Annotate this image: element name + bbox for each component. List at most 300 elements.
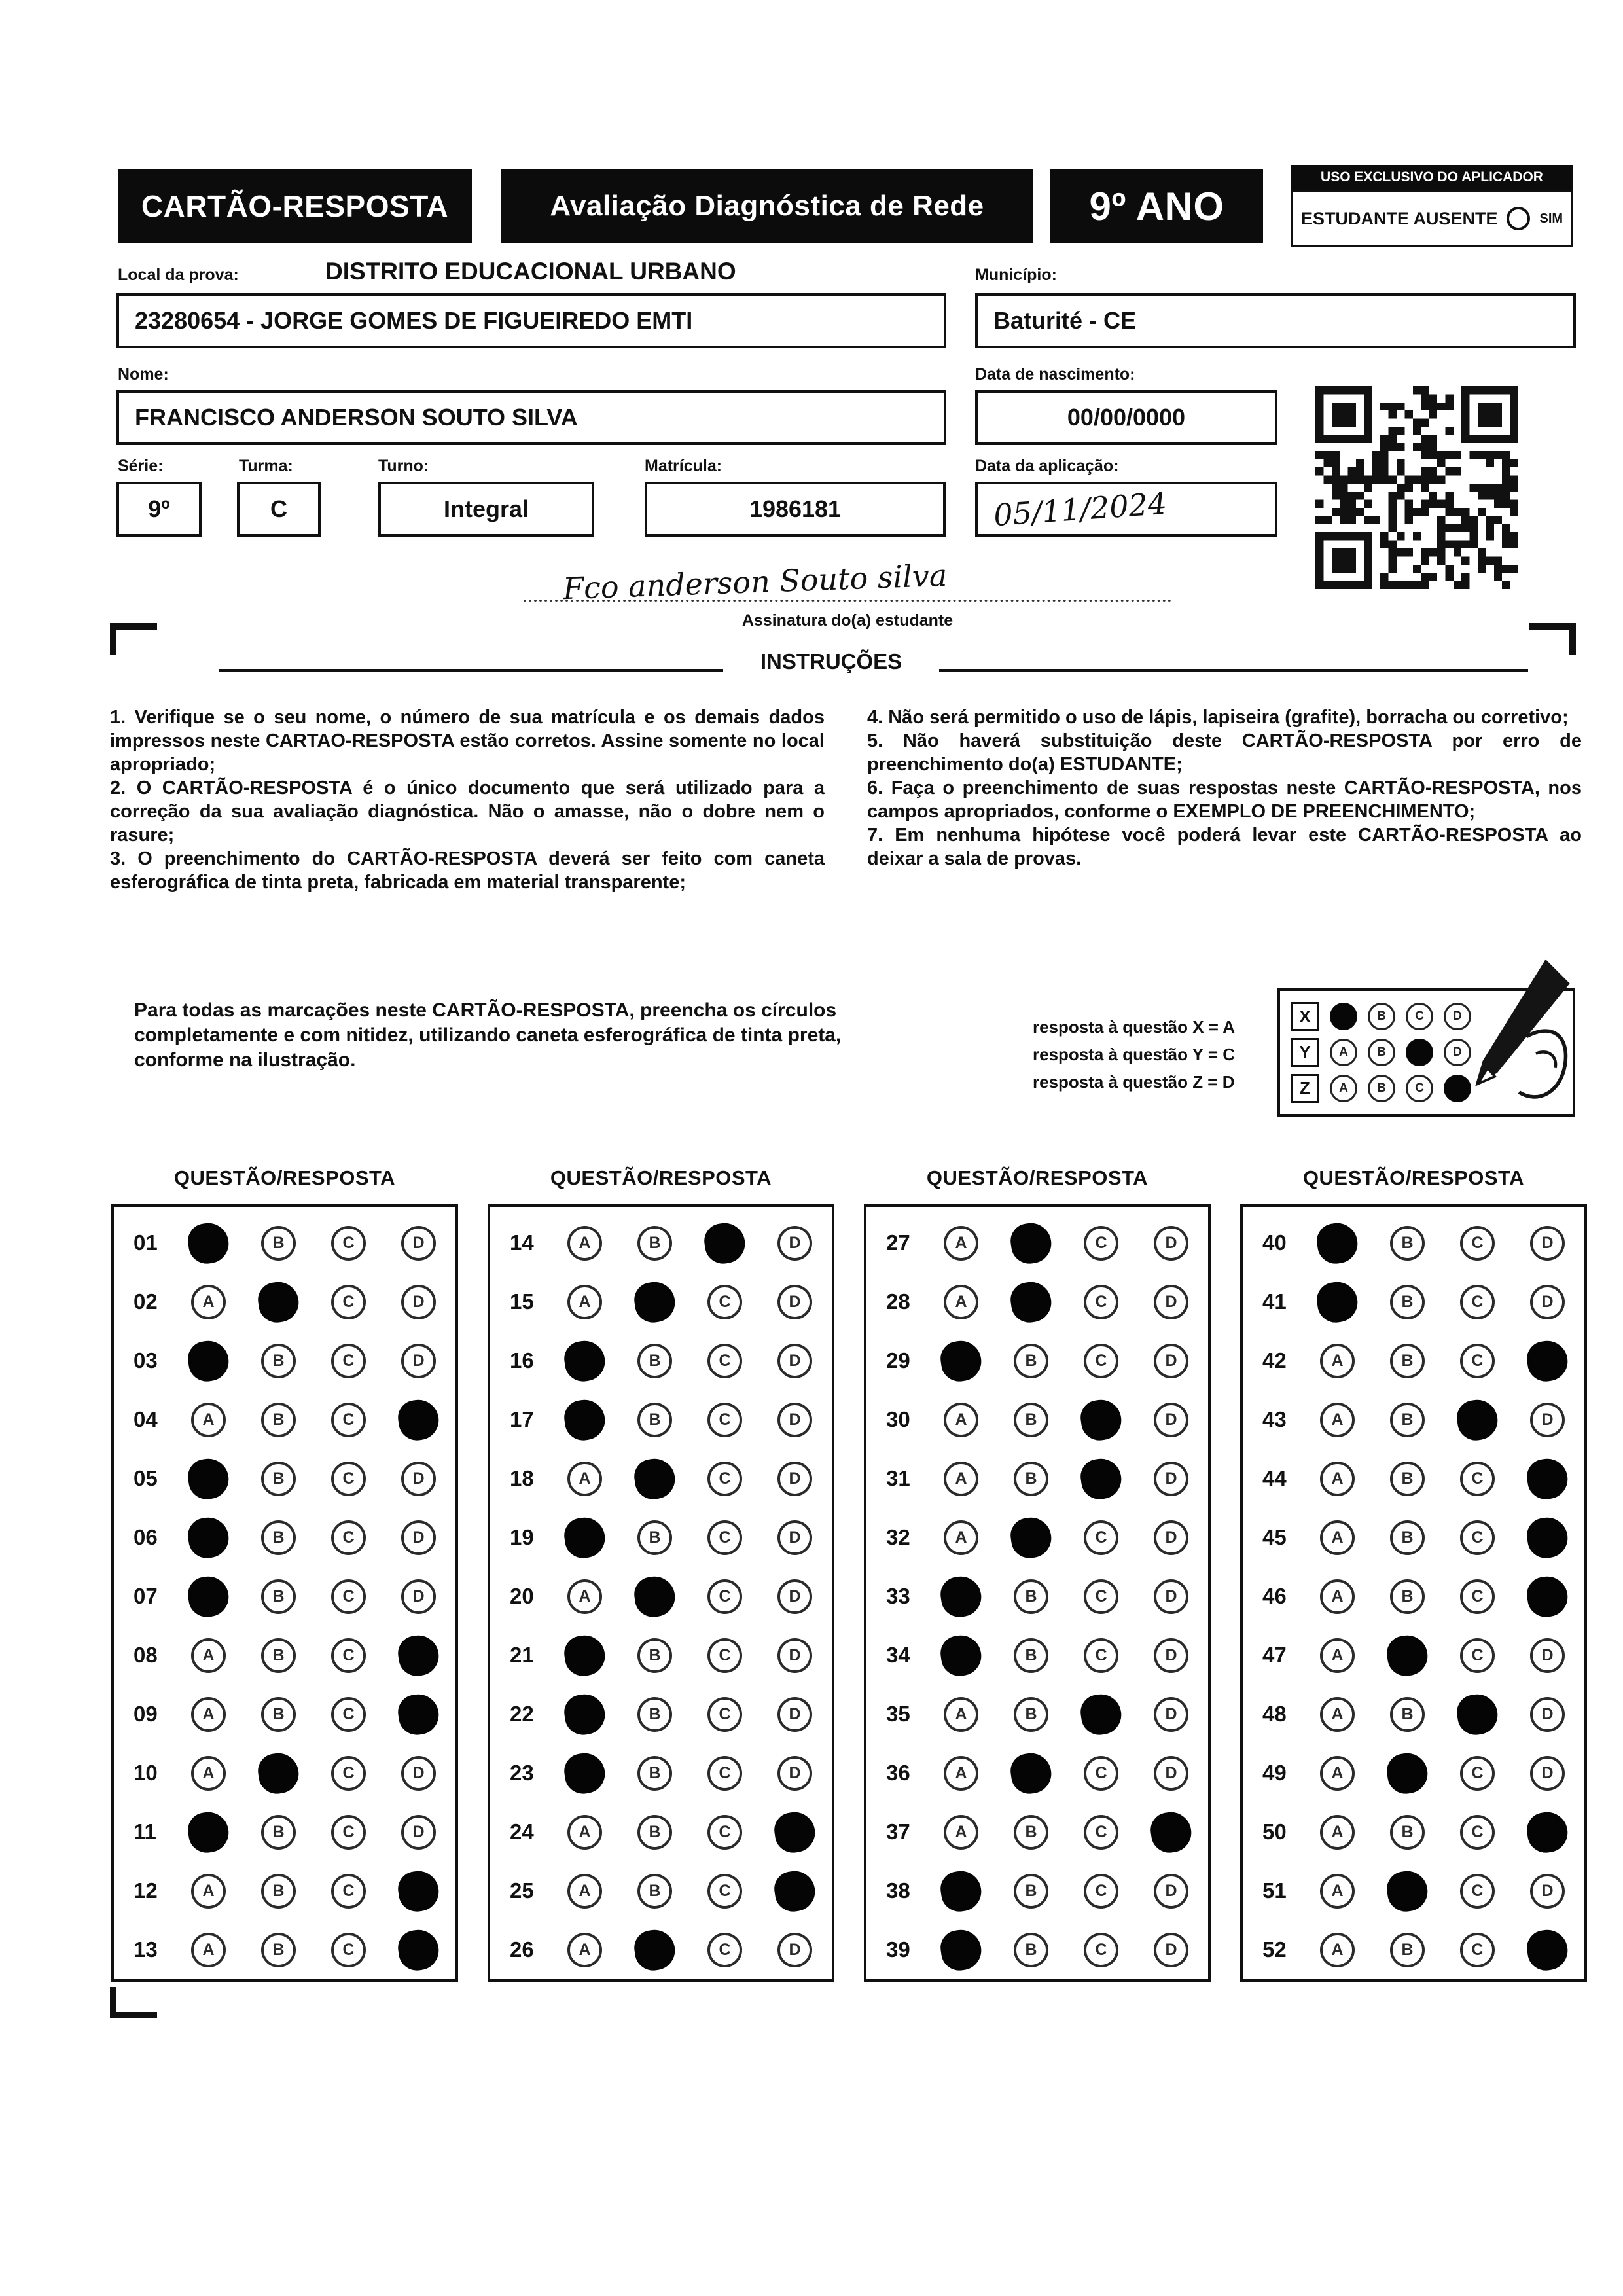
question-row-52 (1262, 1920, 1584, 1979)
answer-bubble-52-A[interactable]: A (1320, 1933, 1355, 1967)
answer-grid-column-3 (864, 1204, 1211, 1982)
question-number: 34 (886, 1643, 910, 1667)
answer-bubble-40-C[interactable]: C (1460, 1226, 1495, 1261)
instructions-left-column (110, 706, 825, 894)
question-row-27 (886, 1213, 1208, 1272)
answer-bubble-37-D[interactable] (1149, 1809, 1194, 1854)
answer-bubble-09-D[interactable] (396, 1691, 441, 1736)
answer-bubble-03-D[interactable]: D (401, 1344, 436, 1378)
answer-bubble-49-A[interactable]: A (1320, 1756, 1355, 1791)
question-number: 38 (886, 1878, 910, 1903)
question-row-15 (510, 1272, 832, 1331)
question-row-12 (134, 1861, 455, 1920)
answer-bubble-38-C[interactable]: C (1084, 1874, 1118, 1909)
answer-bubble-49-C[interactable]: C (1460, 1756, 1495, 1791)
answer-bubble-05-A[interactable] (186, 1456, 231, 1501)
example-row-label: Z (1291, 1074, 1319, 1103)
answer-bubble-22-D[interactable]: D (777, 1697, 812, 1732)
answer-bubble-03-A[interactable] (186, 1338, 231, 1383)
answer-bubble-04-A[interactable]: A (191, 1403, 226, 1437)
answer-bubble-05-B[interactable]: B (261, 1462, 296, 1496)
answer-bubble-41-D[interactable]: D (1530, 1285, 1565, 1319)
answer-bubble-20-B[interactable] (632, 1573, 677, 1619)
answer-bubble-11-C[interactable]: C (331, 1815, 366, 1850)
answer-bubble-27-B[interactable] (1008, 1220, 1054, 1265)
text-line: 2. O CARTÃO-RESPOSTA é o único documento que será utilizado para a correção da sua avaliação diagnóstica. Não o amasse, não o dobre nem o rasure; (110, 778, 825, 846)
answer-bubble-04-B[interactable]: B (261, 1403, 296, 1437)
example-legend (1033, 1013, 1275, 1096)
absent-row (1291, 190, 1573, 247)
municipio-field: Baturité - CE (975, 293, 1576, 348)
answer-bubble-45-C[interactable]: C (1460, 1520, 1495, 1555)
answer-bubble-37-B[interactable]: B (1014, 1815, 1048, 1850)
question-number: 17 (510, 1407, 534, 1431)
aplicacao-label: Data da aplicação: (975, 457, 1119, 475)
answer-bubble-36-C[interactable]: C (1084, 1756, 1118, 1791)
answer-bubble-06-A[interactable] (186, 1515, 231, 1560)
answer-bubble-38-B[interactable]: B (1014, 1874, 1048, 1909)
answer-bubble-02-C[interactable]: C (331, 1285, 366, 1319)
answer-bubble-42-D[interactable] (1525, 1338, 1570, 1383)
aplicacao-handwritten-date: 05/11/2024 (992, 485, 1168, 533)
answer-bubble-42-A[interactable]: A (1320, 1344, 1355, 1378)
answer-bubble-47-D[interactable]: D (1530, 1638, 1565, 1673)
text-line: 7. Em nenhuma hipótese você poderá levar este CARTÃO-RESPOSTA ao deixar a sala de provas. (867, 825, 1582, 869)
answer-bubble-50-B[interactable]: B (1390, 1815, 1425, 1850)
question-row-04 (134, 1390, 455, 1449)
answer-bubble-43-C[interactable] (1455, 1397, 1500, 1442)
question-row-34 (886, 1626, 1208, 1685)
answer-bubble-10-B[interactable] (256, 1750, 301, 1795)
answer-bubble-21-C[interactable]: C (707, 1638, 742, 1673)
answer-bubble-17-C[interactable]: C (707, 1403, 742, 1437)
answer-bubble-28-C[interactable]: C (1084, 1285, 1118, 1319)
answer-bubble-17-A[interactable] (562, 1397, 607, 1442)
answer-bubble-15-A[interactable]: A (567, 1285, 602, 1319)
answer-bubble-37-A[interactable]: A (944, 1815, 978, 1850)
answer-bubble-08-A[interactable]: A (191, 1638, 226, 1673)
answer-bubble-23-C[interactable]: C (707, 1756, 742, 1791)
answer-bubble-32-B[interactable] (1008, 1515, 1054, 1560)
absent-checkbox[interactable] (1507, 207, 1530, 230)
answer-bubble-51-D[interactable]: D (1530, 1874, 1565, 1909)
answer-bubble-49-B[interactable] (1385, 1750, 1430, 1795)
answer-bubble-22-B[interactable]: B (637, 1697, 672, 1732)
answer-bubble-12-C[interactable]: C (331, 1874, 366, 1909)
answer-bubble-29-A[interactable] (938, 1338, 984, 1383)
answer-bubble-29-C[interactable]: C (1084, 1344, 1118, 1378)
answer-bubble-28-B[interactable] (1008, 1279, 1054, 1324)
answer-bubble-10-C[interactable]: C (331, 1756, 366, 1791)
crop-mark-top-right (1529, 623, 1576, 655)
answer-bubble-35-D[interactable]: D (1154, 1697, 1188, 1732)
answer-bubble-06-C[interactable]: C (331, 1520, 366, 1555)
answer-bubble-18-B[interactable] (632, 1456, 677, 1501)
absent-label: ESTUDANTE AUSENTE (1300, 208, 1498, 228)
answer-bubble-41-C[interactable]: C (1460, 1285, 1495, 1319)
answer-bubble-22-C[interactable]: C (707, 1697, 742, 1732)
answer-bubble-19-C[interactable]: C (707, 1520, 742, 1555)
answer-bubble-14-B[interactable]: B (637, 1226, 672, 1261)
answer-bubble-48-A[interactable]: A (1320, 1697, 1355, 1732)
answer-bubble-02-D[interactable]: D (401, 1285, 436, 1319)
answer-bubble-28-D[interactable]: D (1154, 1285, 1188, 1319)
answer-bubble-16-A[interactable] (562, 1338, 607, 1383)
answer-bubble-43-D[interactable]: D (1530, 1403, 1565, 1437)
question-row-44 (1262, 1449, 1584, 1508)
question-row-30 (886, 1390, 1208, 1449)
question-number: 37 (886, 1820, 910, 1844)
answer-bubble-39-A[interactable] (938, 1927, 984, 1972)
answer-bubble-33-A[interactable] (938, 1573, 984, 1619)
question-row-33 (886, 1567, 1208, 1626)
answer-bubble-04-D[interactable] (396, 1397, 441, 1442)
answer-bubble-13-A[interactable]: A (191, 1933, 226, 1967)
example-bubble-B: B (1368, 1075, 1395, 1102)
answer-bubble-27-A[interactable]: A (944, 1226, 978, 1261)
question-row-43 (1262, 1390, 1584, 1449)
answer-bubble-47-C[interactable]: C (1460, 1638, 1495, 1673)
question-number: 52 (1262, 1937, 1287, 1962)
answer-bubble-52-B[interactable]: B (1390, 1933, 1425, 1967)
answer-bubble-30-A[interactable]: A (944, 1403, 978, 1437)
question-row-25 (510, 1861, 832, 1920)
answer-bubble-39-B[interactable]: B (1014, 1933, 1048, 1967)
answer-bubble-13-D[interactable] (396, 1927, 441, 1972)
answer-bubble-29-D[interactable]: D (1154, 1344, 1188, 1378)
answer-bubble-47-A[interactable]: A (1320, 1638, 1355, 1673)
question-number: 47 (1262, 1643, 1287, 1667)
answer-bubble-09-C[interactable]: C (331, 1697, 366, 1732)
answer-bubble-21-A[interactable] (562, 1632, 607, 1677)
example-bubble-B: B (1368, 1039, 1395, 1066)
question-row-10 (134, 1744, 455, 1803)
question-row-19 (510, 1508, 832, 1567)
answer-bubble-20-D[interactable]: D (777, 1579, 812, 1614)
question-row-32 (886, 1508, 1208, 1567)
question-number: 06 (134, 1525, 158, 1549)
answer-bubble-38-D[interactable]: D (1154, 1874, 1188, 1909)
answer-bubble-33-B[interactable]: B (1014, 1579, 1048, 1614)
answer-bubble-48-C[interactable] (1455, 1691, 1500, 1736)
answer-bubble-19-A[interactable] (562, 1515, 607, 1560)
answer-bubble-14-C[interactable] (702, 1220, 747, 1265)
answer-bubble-30-B[interactable]: B (1014, 1403, 1048, 1437)
serie-field: 9º (116, 482, 202, 537)
municipio-label: Município: (975, 266, 1057, 284)
question-number: 22 (510, 1702, 534, 1726)
answer-bubble-11-A[interactable] (186, 1809, 231, 1854)
answer-bubble-24-D[interactable] (772, 1809, 817, 1854)
answer-bubble-23-A[interactable] (562, 1750, 607, 1795)
answer-bubble-11-D[interactable]: D (401, 1815, 436, 1850)
crop-mark-top-left (110, 623, 157, 655)
example-row-label: X (1291, 1002, 1319, 1031)
answer-bubble-46-A[interactable]: A (1320, 1579, 1355, 1614)
example-bubble-A: A (1330, 1039, 1357, 1066)
answer-bubble-35-C[interactable] (1079, 1691, 1124, 1736)
answer-bubble-17-B[interactable]: B (637, 1403, 672, 1437)
question-number: 30 (886, 1407, 910, 1431)
question-number: 11 (134, 1820, 156, 1844)
answer-bubble-34-A[interactable] (938, 1632, 984, 1677)
answer-bubble-31-B[interactable]: B (1014, 1462, 1048, 1496)
answer-bubble-46-B[interactable]: B (1390, 1579, 1425, 1614)
answer-bubble-50-C[interactable]: C (1460, 1815, 1495, 1850)
answer-bubble-25-C[interactable]: C (707, 1874, 742, 1909)
answer-bubble-11-B[interactable]: B (261, 1815, 296, 1850)
question-row-47 (1262, 1626, 1584, 1685)
answer-bubble-08-B[interactable]: B (261, 1638, 296, 1673)
answer-bubble-40-B[interactable]: B (1390, 1226, 1425, 1261)
answer-bubble-41-A[interactable] (1315, 1279, 1360, 1324)
answer-bubble-25-D[interactable] (772, 1868, 817, 1913)
answer-bubble-19-B[interactable]: B (637, 1520, 672, 1555)
answer-bubble-21-D[interactable]: D (777, 1638, 812, 1673)
answer-bubble-01-D[interactable]: D (401, 1226, 436, 1261)
text-line: resposta à questão X = A (1033, 1017, 1235, 1037)
answer-bubble-03-C[interactable]: C (331, 1344, 366, 1378)
answer-bubble-51-C[interactable]: C (1460, 1874, 1495, 1909)
answer-bubble-43-B[interactable]: B (1390, 1403, 1425, 1437)
answer-bubble-36-A[interactable]: A (944, 1756, 978, 1791)
question-row-05 (134, 1449, 455, 1508)
nome-field: FRANCISCO ANDERSON SOUTO SILVA (116, 390, 946, 445)
answer-bubble-08-D[interactable] (396, 1632, 441, 1677)
question-row-23 (510, 1744, 832, 1803)
question-row-45 (1262, 1508, 1584, 1567)
answer-bubble-35-B[interactable]: B (1014, 1697, 1048, 1732)
answer-bubble-40-D[interactable]: D (1530, 1226, 1565, 1261)
answer-bubble-51-B[interactable] (1385, 1868, 1430, 1913)
student-signature: Fco anderson Souto silva (562, 557, 948, 607)
question-row-41 (1262, 1272, 1584, 1331)
answer-bubble-48-D[interactable]: D (1530, 1697, 1565, 1732)
answer-bubble-39-C[interactable]: C (1084, 1933, 1118, 1967)
answer-bubble-18-C[interactable]: C (707, 1462, 742, 1496)
answer-bubble-50-D[interactable] (1525, 1809, 1570, 1854)
answer-bubble-34-C[interactable]: C (1084, 1638, 1118, 1673)
question-number: 32 (886, 1525, 910, 1549)
question-row-16 (510, 1331, 832, 1390)
answer-bubble-25-B[interactable]: B (637, 1874, 672, 1909)
answer-bubble-18-D[interactable]: D (777, 1462, 812, 1496)
answer-bubble-39-D[interactable]: D (1154, 1933, 1188, 1967)
answer-bubble-44-D[interactable] (1525, 1456, 1570, 1501)
question-row-38 (886, 1861, 1208, 1920)
answer-bubble-10-A[interactable]: A (191, 1756, 226, 1791)
answer-bubble-32-C[interactable]: C (1084, 1520, 1118, 1555)
answer-bubble-50-A[interactable]: A (1320, 1815, 1355, 1850)
answer-bubble-35-A[interactable]: A (944, 1697, 978, 1732)
answer-bubble-13-C[interactable]: C (331, 1933, 366, 1967)
answer-bubble-32-A[interactable]: A (944, 1520, 978, 1555)
local-value: DISTRITO EDUCACIONAL URBANO (325, 258, 736, 285)
question-number: 12 (134, 1878, 158, 1903)
question-number: 29 (886, 1348, 910, 1372)
answer-bubble-12-D[interactable] (396, 1868, 441, 1913)
answer-bubble-05-C[interactable]: C (331, 1462, 366, 1496)
answer-bubble-01-C[interactable]: C (331, 1226, 366, 1261)
answer-bubble-47-B[interactable] (1385, 1632, 1430, 1677)
answer-bubble-14-A[interactable]: A (567, 1226, 602, 1261)
text-line: resposta à questão Z = D (1033, 1072, 1235, 1092)
example-bubble-A (1330, 1003, 1357, 1030)
answer-bubble-21-B[interactable]: B (637, 1638, 672, 1673)
answer-bubble-49-D[interactable]: D (1530, 1756, 1565, 1791)
answer-bubble-36-B[interactable] (1008, 1750, 1054, 1795)
answer-bubble-30-D[interactable]: D (1154, 1403, 1188, 1437)
grid-header-2: QUESTÃO/RESPOSTA (550, 1166, 772, 1189)
absent-option-label: SIM (1539, 211, 1563, 226)
answer-bubble-36-D[interactable]: D (1154, 1756, 1188, 1791)
answer-bubble-03-B[interactable]: B (261, 1344, 296, 1378)
answer-bubble-34-D[interactable]: D (1154, 1638, 1188, 1673)
example-bubble-C (1406, 1039, 1433, 1066)
answer-bubble-46-D[interactable] (1525, 1573, 1570, 1619)
answer-bubble-45-D[interactable] (1525, 1515, 1570, 1560)
question-number: 48 (1262, 1702, 1287, 1726)
answer-bubble-33-C[interactable]: C (1084, 1579, 1118, 1614)
answer-bubble-05-D[interactable]: D (401, 1462, 436, 1496)
answer-bubble-26-D[interactable]: D (777, 1933, 812, 1967)
answer-bubble-20-C[interactable]: C (707, 1579, 742, 1614)
answer-bubble-51-A[interactable]: A (1320, 1874, 1355, 1909)
answer-bubble-45-A[interactable]: A (1320, 1520, 1355, 1555)
signature-area[interactable] (524, 552, 1171, 607)
question-row-20 (510, 1567, 832, 1626)
answer-bubble-31-D[interactable]: D (1154, 1462, 1188, 1496)
question-number: 01 (134, 1230, 158, 1255)
answer-bubble-27-D[interactable]: D (1154, 1226, 1188, 1261)
answer-bubble-28-A[interactable]: A (944, 1285, 978, 1319)
answer-bubble-09-B[interactable]: B (261, 1697, 296, 1732)
answer-bubble-02-B[interactable] (256, 1279, 301, 1324)
answer-bubble-48-B[interactable]: B (1390, 1697, 1425, 1732)
answer-bubble-44-A[interactable]: A (1320, 1462, 1355, 1496)
answer-bubble-12-B[interactable]: B (261, 1874, 296, 1909)
answer-grid-column-2 (488, 1204, 834, 1982)
question-number: 35 (886, 1702, 910, 1726)
answer-bubble-25-A[interactable]: A (567, 1874, 602, 1909)
answer-bubble-15-B[interactable] (632, 1279, 677, 1324)
answer-bubble-16-D[interactable]: D (777, 1344, 812, 1378)
answer-bubble-43-A[interactable]: A (1320, 1403, 1355, 1437)
signature-label: Assinatura do(a) estudante (741, 611, 954, 630)
answer-bubble-26-B[interactable] (632, 1927, 677, 1972)
answer-bubble-26-A[interactable]: A (567, 1933, 602, 1967)
serie-label: Série: (118, 457, 164, 475)
question-row-36 (886, 1744, 1208, 1803)
answer-bubble-44-C[interactable]: C (1460, 1462, 1495, 1496)
answer-bubble-42-C[interactable]: C (1460, 1344, 1495, 1378)
answer-bubble-38-A[interactable] (938, 1868, 984, 1913)
answer-bubble-44-B[interactable]: B (1390, 1462, 1425, 1496)
answer-bubble-41-B[interactable]: B (1390, 1285, 1425, 1319)
answer-bubble-19-D[interactable]: D (777, 1520, 812, 1555)
answer-bubble-23-B[interactable]: B (637, 1756, 672, 1791)
example-bubble-C: C (1406, 1003, 1433, 1030)
answer-bubble-10-D[interactable]: D (401, 1756, 436, 1791)
question-number: 07 (134, 1584, 158, 1608)
answer-bubble-01-A[interactable] (186, 1220, 231, 1265)
aplicacao-field (975, 482, 1277, 537)
answer-bubble-20-A[interactable]: A (567, 1579, 602, 1614)
answer-bubble-15-D[interactable]: D (777, 1285, 812, 1319)
answer-bubble-37-C[interactable]: C (1084, 1815, 1118, 1850)
answer-bubble-34-B[interactable]: B (1014, 1638, 1048, 1673)
answer-bubble-17-D[interactable]: D (777, 1403, 812, 1437)
answer-bubble-33-D[interactable]: D (1154, 1579, 1188, 1614)
question-row-01 (134, 1213, 455, 1272)
answer-bubble-14-D[interactable]: D (777, 1226, 812, 1261)
question-number: 36 (886, 1761, 910, 1785)
answer-bubble-07-C[interactable]: C (331, 1579, 366, 1614)
answer-bubble-22-A[interactable] (562, 1691, 607, 1736)
answer-bubble-16-C[interactable]: C (707, 1344, 742, 1378)
answer-bubble-30-C[interactable] (1079, 1397, 1124, 1442)
answer-bubble-29-B[interactable]: B (1014, 1344, 1048, 1378)
answer-bubble-09-A[interactable]: A (191, 1697, 226, 1732)
answer-bubble-42-B[interactable]: B (1390, 1344, 1425, 1378)
answer-bubble-24-A[interactable]: A (567, 1815, 602, 1850)
question-row-24 (510, 1803, 832, 1861)
answer-bubble-07-A[interactable] (186, 1573, 231, 1619)
hand-pen-illustration (1440, 957, 1584, 1114)
answer-bubble-27-C[interactable]: C (1084, 1226, 1118, 1261)
question-row-39 (886, 1920, 1208, 1979)
answer-grid-column-1 (111, 1204, 458, 1982)
answer-bubble-32-D[interactable]: D (1154, 1520, 1188, 1555)
answer-bubble-24-B[interactable]: B (637, 1815, 672, 1850)
question-number: 40 (1262, 1230, 1287, 1255)
answer-bubble-02-A[interactable]: A (191, 1285, 226, 1319)
answer-bubble-15-C[interactable]: C (707, 1285, 742, 1319)
answer-bubble-23-D[interactable]: D (777, 1756, 812, 1791)
question-row-06 (134, 1508, 455, 1567)
answer-bubble-13-B[interactable]: B (261, 1933, 296, 1967)
question-number: 24 (510, 1820, 534, 1844)
answer-bubble-06-B[interactable]: B (261, 1520, 296, 1555)
answer-bubble-52-C[interactable]: C (1460, 1933, 1495, 1967)
answer-bubble-07-D[interactable]: D (401, 1579, 436, 1614)
answer-bubble-08-C[interactable]: C (331, 1638, 366, 1673)
answer-bubble-16-B[interactable]: B (637, 1344, 672, 1378)
question-row-02 (134, 1272, 455, 1331)
answer-bubble-18-A[interactable]: A (567, 1462, 602, 1496)
question-number: 04 (134, 1407, 158, 1431)
question-number: 49 (1262, 1761, 1287, 1785)
example-bubble-C: C (1406, 1075, 1433, 1102)
answer-bubble-04-C[interactable]: C (331, 1403, 366, 1437)
answer-bubble-07-B[interactable]: B (261, 1579, 296, 1614)
answer-bubble-52-D[interactable] (1525, 1927, 1570, 1972)
answer-bubble-06-D[interactable]: D (401, 1520, 436, 1555)
nascimento-field: 00/00/0000 (975, 390, 1277, 445)
answer-bubble-45-B[interactable]: B (1390, 1520, 1425, 1555)
question-number: 18 (510, 1466, 534, 1490)
answer-bubble-31-C[interactable] (1079, 1456, 1124, 1501)
answer-bubble-01-B[interactable]: B (261, 1226, 296, 1261)
answer-bubble-40-A[interactable] (1315, 1220, 1360, 1265)
answer-bubble-31-A[interactable]: A (944, 1462, 978, 1496)
question-number: 20 (510, 1584, 534, 1608)
answer-bubble-24-C[interactable]: C (707, 1815, 742, 1850)
question-number: 19 (510, 1525, 534, 1549)
answer-bubble-26-C[interactable]: C (707, 1933, 742, 1967)
answer-bubble-12-A[interactable]: A (191, 1874, 226, 1909)
answer-bubble-46-C[interactable]: C (1460, 1579, 1495, 1614)
